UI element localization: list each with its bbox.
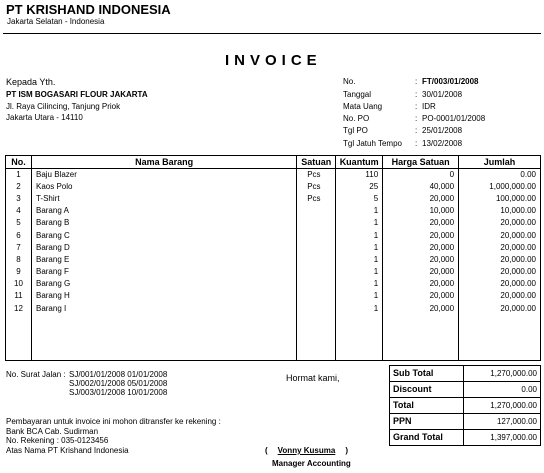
cell-unit xyxy=(297,303,336,315)
cell-qty: 25 xyxy=(336,181,383,193)
cell-name: Kaos Polo xyxy=(31,181,296,193)
table-row xyxy=(6,242,541,254)
column-header-total: Jumlah xyxy=(459,156,541,169)
meta-label-due-date: Tgl Jatuh Tempo xyxy=(343,139,402,148)
cell-price: 20,000 xyxy=(383,242,459,254)
cell-empty xyxy=(383,315,459,361)
discount-label: Discount xyxy=(390,382,464,398)
cell-name: Barang H xyxy=(31,290,296,302)
invoice-title: INVOICE xyxy=(225,52,322,69)
totals-table xyxy=(389,365,541,446)
cell-empty xyxy=(6,315,32,361)
column-header-qty: Kuantum xyxy=(336,156,383,169)
table-row xyxy=(6,254,541,266)
cell-total: 20,000.00 xyxy=(459,278,541,290)
table-row xyxy=(6,169,541,181)
cell-qty: 1 xyxy=(336,217,383,229)
cell-qty: 1 xyxy=(336,205,383,217)
meta-value-po-number: PO-0001/01/2008 xyxy=(422,114,486,123)
cell-total: 20,000.00 xyxy=(459,229,541,241)
items-table xyxy=(5,155,541,361)
cell-name: Barang A xyxy=(31,205,296,217)
items-table-header xyxy=(6,156,541,169)
delivery-note-label: No. Surat Jalan : xyxy=(6,370,66,379)
cell-qty: 1 xyxy=(336,303,383,315)
closing-regards: Hormat kami, xyxy=(286,373,340,383)
total-value: 1,270,000.00 xyxy=(464,398,541,414)
cell-price: 20,000 xyxy=(383,290,459,302)
cell-no: 5 xyxy=(6,217,32,229)
cell-qty: 5 xyxy=(336,193,383,205)
grand-total-label: Grand Total xyxy=(390,430,464,446)
subtotal-label: Sub Total xyxy=(390,366,464,382)
cell-unit xyxy=(297,290,336,302)
delivery-note-line: SJ/003/01/2008 10/01/2008 xyxy=(69,388,168,397)
cell-name: T-Shirt xyxy=(31,193,296,205)
table-row xyxy=(6,303,541,315)
discount-value: 0.00 xyxy=(464,382,541,398)
cell-name: Barang I xyxy=(31,303,296,315)
tax-label: PPN xyxy=(390,414,464,430)
column-header-name: Nama Barang xyxy=(31,156,296,169)
column-header-no: No. xyxy=(6,156,32,169)
cell-empty xyxy=(31,315,296,361)
cell-price: 20,000 xyxy=(383,193,459,205)
cell-empty xyxy=(297,315,336,361)
table-row xyxy=(6,290,541,302)
cell-name: Baju Blazer xyxy=(31,169,296,181)
meta-value-date: 30/01/2008 xyxy=(422,90,463,99)
cell-total: 20,000.00 xyxy=(459,290,541,302)
cell-no: 1 xyxy=(6,169,32,181)
cell-name: Barang C xyxy=(31,229,296,241)
cell-unit xyxy=(297,217,336,229)
totals-row xyxy=(390,414,541,430)
table-row xyxy=(6,181,541,193)
payment-account-number: No. Rekening : 035-0123456 xyxy=(6,436,109,445)
cell-unit xyxy=(297,278,336,290)
tax-value: 127,000.00 xyxy=(464,414,541,430)
cell-total: 20,000.00 xyxy=(459,217,541,229)
cell-total: 20,000.00 xyxy=(459,242,541,254)
cell-qty: 1 xyxy=(336,290,383,302)
table-row xyxy=(6,229,541,241)
meta-value-po-date: 25/01/2008 xyxy=(422,126,463,135)
signature-paren-open: ( xyxy=(265,446,268,455)
signature-block xyxy=(265,447,348,455)
cell-price: 40,000 xyxy=(383,181,459,193)
recipient-salutation: Kepada Yth. xyxy=(6,77,56,87)
cell-no: 10 xyxy=(6,278,32,290)
subtotal-value: 1,270,000.00 xyxy=(464,366,541,382)
cell-total: 20,000.00 xyxy=(459,303,541,315)
header-divider xyxy=(3,33,541,34)
signer-name: Vonny Kusuma xyxy=(277,446,336,455)
cell-unit xyxy=(297,254,336,266)
meta-label-number: No. xyxy=(343,77,356,86)
signature-paren-close: ) xyxy=(345,446,348,455)
cell-price: 0 xyxy=(383,169,459,181)
cell-unit xyxy=(297,205,336,217)
totals-row xyxy=(390,382,541,398)
meta-value-due-date: 13/02/2008 xyxy=(422,139,463,148)
column-header-price: Harga Satuan xyxy=(383,156,459,169)
cell-total: 20,000.00 xyxy=(459,266,541,278)
cell-name: Barang D xyxy=(31,242,296,254)
table-row xyxy=(6,205,541,217)
cell-no: 9 xyxy=(6,266,32,278)
recipient-name: PT ISM BOGASARI FLOUR JAKARTA xyxy=(6,90,148,99)
cell-price: 20,000 xyxy=(383,278,459,290)
cell-total: 0.00 xyxy=(459,169,541,181)
meta-value-currency: IDR xyxy=(422,102,436,111)
payment-account-name: Atas Nama PT Krishand Indonesia xyxy=(6,446,129,455)
table-row xyxy=(6,193,541,205)
cell-qty: 1 xyxy=(336,278,383,290)
meta-label-date: Tanggal xyxy=(343,90,372,99)
cell-empty xyxy=(336,315,383,361)
totals-row xyxy=(390,430,541,446)
meta-label-currency: Mata Uang xyxy=(343,102,383,111)
cell-qty: 1 xyxy=(336,242,383,254)
cell-price: 10,000 xyxy=(383,205,459,217)
cell-total: 100,000.00 xyxy=(459,193,541,205)
cell-unit xyxy=(297,229,336,241)
cell-price: 20,000 xyxy=(383,229,459,241)
cell-qty: 1 xyxy=(336,254,383,266)
table-row xyxy=(6,217,541,229)
grand-total-value: 1,397,000.00 xyxy=(464,430,541,446)
meta-colon: : xyxy=(415,139,418,148)
cell-name: Barang G xyxy=(31,278,296,290)
cell-empty xyxy=(459,315,541,361)
cell-unit xyxy=(297,266,336,278)
payment-instruction: Pembayaran untuk invoice ini mohon ditransfer ke rekening : xyxy=(6,417,221,426)
recipient-address-line-2: Jakarta Utara - 14110 xyxy=(6,113,83,122)
totals-row xyxy=(390,398,541,414)
cell-unit: Pcs xyxy=(297,181,336,193)
cell-no: 6 xyxy=(6,229,32,241)
cell-price: 20,000 xyxy=(383,266,459,278)
totals-row xyxy=(390,366,541,382)
cell-no: 12 xyxy=(6,303,32,315)
payment-bank: Bank BCA Cab. Sudirman xyxy=(6,427,99,436)
cell-name: Barang E xyxy=(31,254,296,266)
meta-value-number: FT/003/01/2008 xyxy=(422,77,479,86)
cell-no: 4 xyxy=(6,205,32,217)
cell-price: 20,000 xyxy=(383,217,459,229)
meta-label-po-date: Tgl PO xyxy=(343,126,368,135)
cell-name: Barang B xyxy=(31,217,296,229)
meta-colon: : xyxy=(415,77,418,86)
total-label: Total xyxy=(390,398,464,414)
column-header-unit: Satuan xyxy=(297,156,336,169)
cell-qty: 1 xyxy=(336,229,383,241)
delivery-note-line: SJ/001/01/2008 01/01/2008 xyxy=(69,370,168,379)
signer-title: Manager Accounting xyxy=(272,459,351,468)
meta-colon: : xyxy=(415,126,418,135)
meta-label-po-number: No. PO xyxy=(343,114,370,123)
cell-unit xyxy=(297,242,336,254)
cell-price: 20,000 xyxy=(383,254,459,266)
cell-no: 7 xyxy=(6,242,32,254)
meta-colon: : xyxy=(415,114,418,123)
meta-colon: : xyxy=(415,90,418,99)
cell-unit: Pcs xyxy=(297,169,336,181)
recipient-address-line-1: Jl. Raya Cilincing, Tanjung Priok xyxy=(6,102,121,111)
table-row xyxy=(6,266,541,278)
meta-colon: : xyxy=(415,102,418,111)
cell-no: 2 xyxy=(6,181,32,193)
cell-no: 8 xyxy=(6,254,32,266)
cell-no: 11 xyxy=(6,290,32,302)
cell-no: 3 xyxy=(6,193,32,205)
cell-qty: 110 xyxy=(336,169,383,181)
cell-unit: Pcs xyxy=(297,193,336,205)
cell-total: 10,000.00 xyxy=(459,205,541,217)
delivery-note-line: SJ/002/01/2008 05/01/2008 xyxy=(69,379,168,388)
table-row xyxy=(6,278,541,290)
company-address: Jakarta Selatan - Indonesia xyxy=(7,17,105,26)
table-filler-row xyxy=(6,315,541,361)
cell-qty: 1 xyxy=(336,266,383,278)
company-name: PT KRISHAND INDONESIA xyxy=(6,2,171,17)
cell-price: 20,000 xyxy=(383,303,459,315)
cell-name: Barang F xyxy=(31,266,296,278)
cell-total: 1,000,000.00 xyxy=(459,181,541,193)
cell-total: 20,000.00 xyxy=(459,254,541,266)
